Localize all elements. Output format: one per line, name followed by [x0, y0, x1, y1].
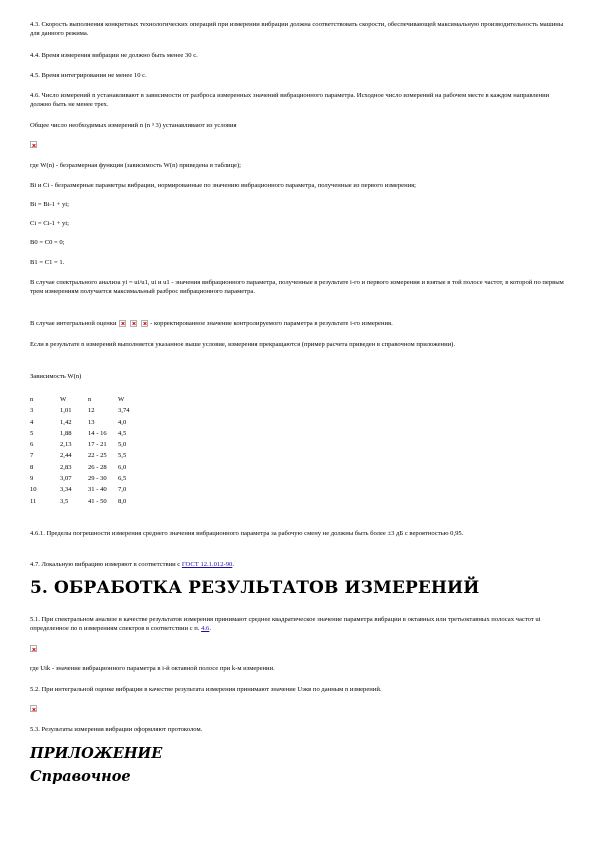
table-cell: 11 [30, 497, 37, 505]
paragraph-4-5: 4.5. Время интегрирования не менее 10 с. [30, 72, 147, 79]
table-row [30, 450, 148, 461]
table-cell: 6,5 [118, 475, 127, 483]
table-cell: 3 [30, 407, 34, 415]
table-cell: 29 - 30 [88, 475, 107, 483]
table-cell: 1,42 [60, 418, 72, 426]
table-cell: 5,0 [118, 441, 127, 449]
paragraph-bi-ci: Bi и Ci - безразмерные параметры вибрации, нормированные по значению вибрационного параметра, полученные из первого измерения; [30, 182, 416, 189]
table-row [30, 462, 148, 473]
table-row [30, 439, 148, 450]
table-cell: 3,5 [60, 497, 69, 505]
table-cell: 5,5 [118, 452, 127, 460]
table-cell: 6,0 [118, 463, 127, 471]
table-cell: 14 - 16 [88, 429, 107, 437]
paragraph-5-3: 5.3. Результаты измерения вибрации оформляют протоколом. [30, 726, 203, 733]
paragraph-where-wn: где W(n) - безразмерная функция (зависимость W(n) приведена в таблице); [30, 162, 242, 169]
table-cell: 2,44 [60, 452, 72, 460]
appendix-subtitle: Справочное [30, 768, 131, 785]
table-cell: 3,34 [60, 486, 72, 494]
table-cell: 8,0 [118, 497, 127, 505]
table-cell: 22 - 25 [88, 452, 107, 460]
paragraph-4-6-1: 4.6.1. Пределы погрешности измерения среднего значения вибрационного параметра за рабочую смену не должны быть более ±3 дБ с вероятностью 0,95. [30, 530, 464, 537]
table-cell: 2,13 [60, 441, 72, 449]
table-cell: 3,07 [60, 475, 72, 483]
table-row [30, 496, 148, 507]
table-header-row [30, 394, 148, 405]
table-row [30, 428, 148, 439]
table-header-cell: W [118, 396, 125, 403]
table-cell: 17 - 21 [88, 441, 107, 449]
table-cell: 41 - 50 [88, 497, 107, 505]
table-row [30, 473, 148, 484]
gost-link[interactable]: ГОСТ 12.1.012-90 [181, 561, 233, 568]
table-header-cell: W [60, 396, 67, 403]
integral-text-a: В случае интегральной оценки [30, 320, 117, 327]
paragraph-5-1 [30, 615, 568, 633]
paragraph-4-7-text: 4.7. Локальную вибрацию измеряют в соответствии с [30, 561, 181, 568]
paragraph-integral [30, 319, 568, 328]
table-header-cell: n [30, 396, 34, 403]
paragraph-4-3: 4.3. Скорость выполнения конкретных технологических операций при измерении вибрации должна соответствовать скорости, обеспечивающей максимальную производительность машины для данного режима. [30, 21, 564, 37]
table-row [30, 405, 148, 416]
paragraph-uik: где Uik - значение вибрационного параметра в i-й октавной полосе при k-м измерении. [30, 665, 275, 672]
table-row [30, 484, 148, 495]
broken-formula-image-icon [30, 645, 37, 652]
paragraph-5-2: 5.2. При интегральной оценке вибрации в качестве результата измерения принимают значение Uэкв по данным n измерений. [30, 686, 382, 693]
table-cell: 5 [30, 429, 34, 437]
paragraph-total-measurements: Общее число необходимых измерений n (n ³ 3) устанавливают из условия [30, 122, 237, 129]
integral-text-b: - корректированное значение контролируемого параметра в результате i-го измерения. [150, 320, 393, 327]
table-cell: 2,83 [60, 463, 72, 471]
formula-b1-c1: B1 = C1 = 1. [30, 259, 65, 266]
paragraph-5-1-end: . [209, 625, 211, 632]
table-cell: 4,5 [118, 429, 127, 437]
table-cell: 9 [30, 475, 34, 483]
table-cell: 7,0 [118, 486, 127, 494]
table-cell: 4,0 [118, 418, 127, 426]
table-cell: 8 [30, 463, 34, 471]
table-row [30, 417, 148, 428]
table-title: Зависимость W(n) [30, 373, 82, 380]
broken-formula-image-icon [30, 141, 37, 148]
broken-formula-image-icon [130, 320, 137, 327]
paragraph-5-1-text: 5.1. При спектральном анализе в качестве результатов измерения принимают среднее квадратическое значение параметра вибрации в октавных или третьоктавных полосах частот ui определенное по n измерениям спектров в соответствии с п. [30, 616, 541, 632]
formula-ci: Ci = Ci-1 + yi; [30, 220, 69, 227]
table-cell: 1,01 [60, 407, 72, 415]
appendix-title: ПРИЛОЖЕНИЕ [30, 745, 163, 762]
table-cell: 13 [88, 418, 95, 426]
table-header-cell: n [88, 396, 92, 403]
table-cell: 1,88 [60, 429, 72, 437]
broken-formula-image-icon [30, 705, 37, 712]
clause-4-6-link[interactable]: 4.6 [201, 625, 210, 632]
paragraph-4-6: 4.6. Число измерений n устанавливают в зависимости от разброса измеренных значений вибрационного параметра. Исходное число измерений на рабочем месте в каждом направлении должно быть не менее трех. [30, 92, 550, 108]
formula-b0-c0: B0 = C0 = 0; [30, 239, 65, 246]
table-cell: 10 [30, 486, 37, 494]
broken-formula-image-icon [141, 320, 148, 327]
section-5-heading: 5. ОБРАБОТКА РЕЗУЛЬТАТОВ ИЗМЕРЕНИЙ [30, 578, 480, 598]
table-cell: 31 - 40 [88, 486, 107, 494]
wn-table [30, 394, 148, 507]
paragraph-condition: Если в результате n измерений выполняется указанное выше условие, измерения прекращаются (пример расчета приведен в справочном приложении). [30, 341, 455, 348]
broken-formula-image-icon [119, 320, 126, 327]
table-cell: 26 - 28 [88, 463, 107, 471]
paragraph-4-7 [30, 560, 568, 569]
table-cell: 7 [30, 452, 34, 460]
formula-bi: Bi = Bi-1 + yi; [30, 201, 69, 208]
table-cell: 12 [88, 407, 95, 415]
table-cell: 4 [30, 418, 34, 426]
paragraph-4-4: 4.4. Время измерения вибрации не должно быть менее 30 с. [30, 52, 198, 59]
paragraph-4-7-end: . [232, 561, 234, 568]
table-cell: 6 [30, 441, 34, 449]
paragraph-spectral: В случае спектрального анализа yi = ui/u1, ui и u1 - значения вибрационного параметра, полученные в результате i-го и первого измерения и взятые в той полосе частот, в которой по первым трем измерениям получается максимальный разброс вибрационного параметра. [30, 279, 564, 295]
table-cell: 3,74 [118, 407, 130, 415]
